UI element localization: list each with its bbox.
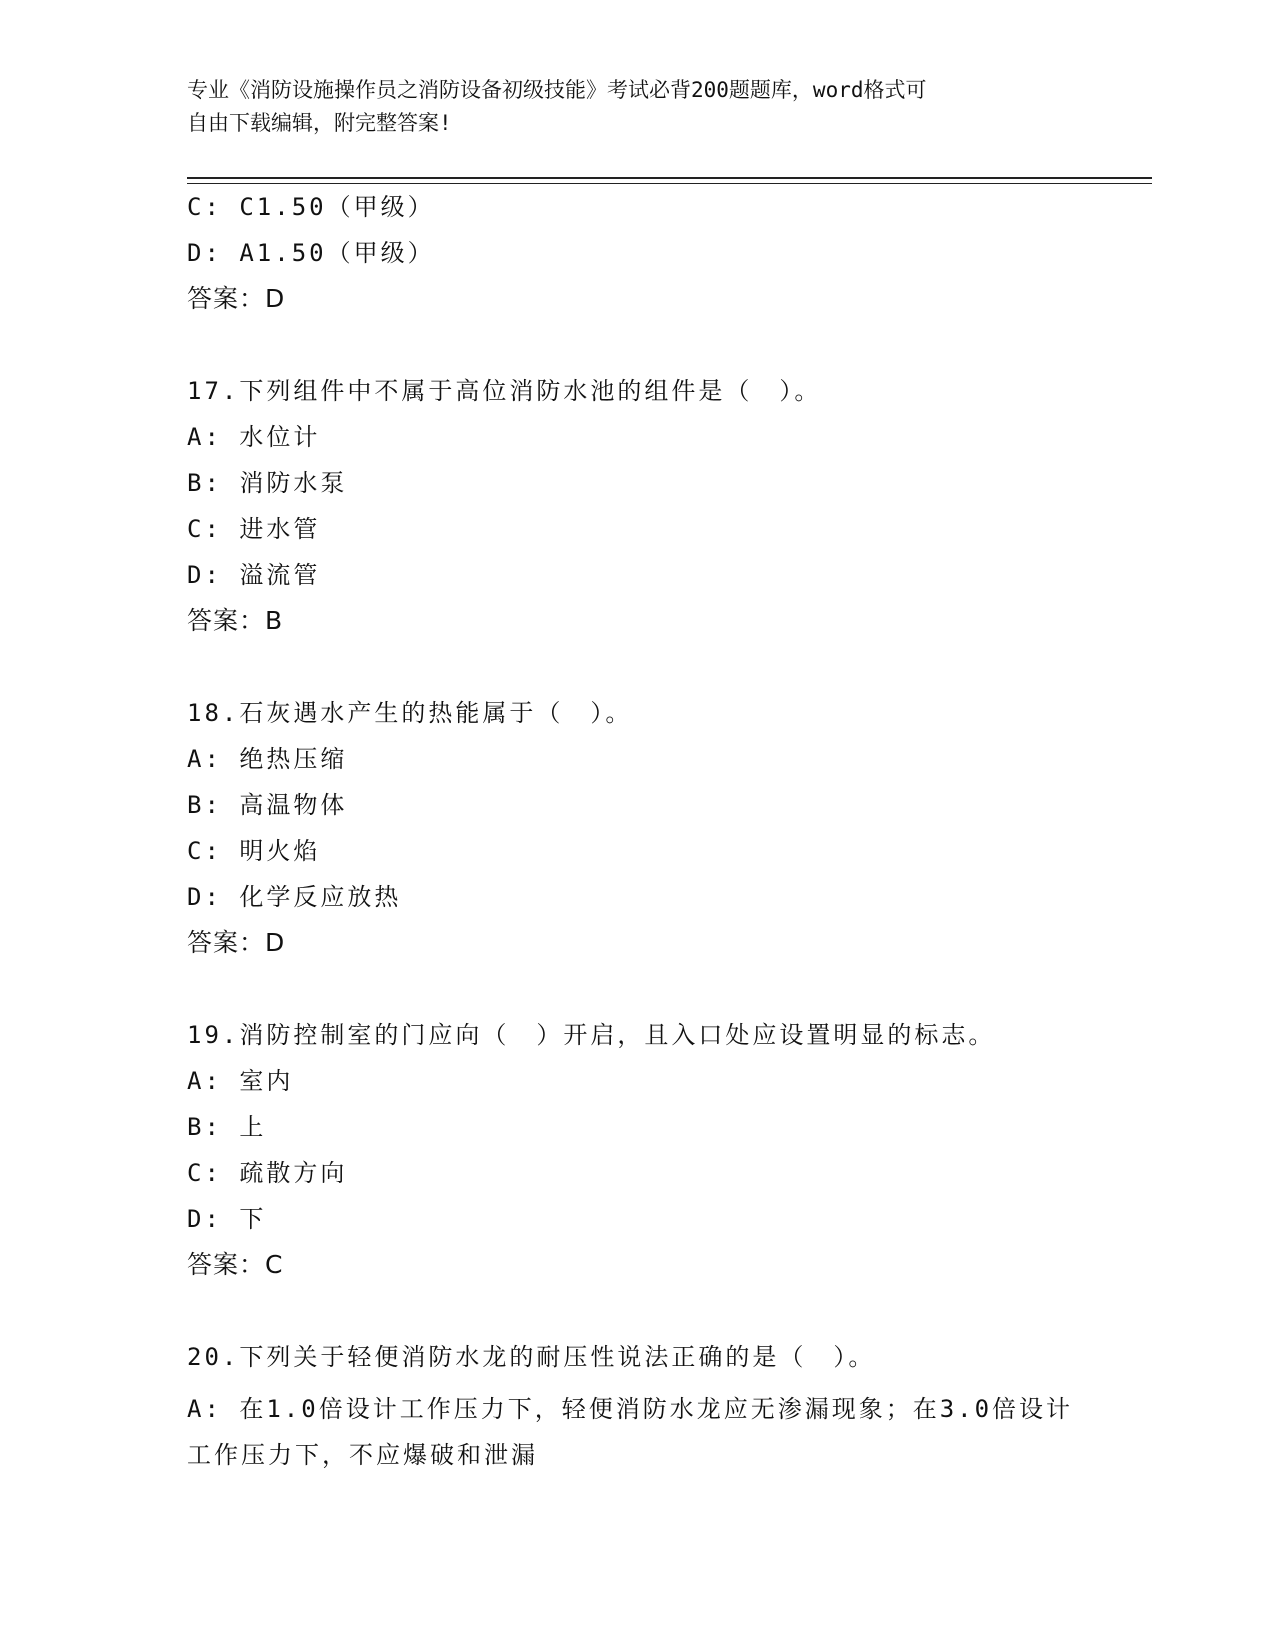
header-line-2: 自由下载编辑，附完整答案! (187, 111, 452, 135)
option-c: C: 疏散方向 (187, 1159, 348, 1187)
option-d: D: 化学反应放热 (187, 883, 402, 911)
option-c: C: 明火焰 (187, 837, 321, 865)
question-stem: 18.石灰遇水产生的热能属于（ ）。 (187, 699, 633, 727)
option-b: B: 高温物体 (187, 791, 348, 819)
question-17 (187, 374, 1147, 650)
option-a: A: 室内 (187, 1067, 294, 1095)
header-line-1: 专业《消防设施操作员之消防设备初级技能》考试必背200题题库，word格式可 (187, 78, 927, 102)
option-d: D: 溢流管 (187, 561, 321, 589)
answer: 答案：D (187, 928, 286, 957)
header-rule-thin (187, 183, 1152, 184)
option-a: A: 在1.0倍设计工作压力下，轻便消防水龙应无渗漏现象；在3.0倍设计工作压力下，不应爆破和泄漏 (187, 1395, 1074, 1469)
question-18 (187, 696, 1147, 972)
option-b: B: 消防水泵 (187, 469, 348, 497)
question-list (187, 190, 1147, 1478)
answer: 答案：C (187, 1250, 284, 1279)
option-d: D: A1.50（甲级） (187, 239, 435, 267)
answer: 答案：D (187, 284, 286, 313)
option-a: A: 水位计 (187, 423, 321, 451)
option-c: C: 进水管 (187, 515, 321, 543)
header-rule-thick (187, 177, 1152, 179)
option-c: C: C1.50（甲级） (187, 193, 435, 221)
question-stem: 19.消防控制室的门应向（ ）开启，且入口处应设置明显的标志。 (187, 1021, 996, 1049)
question-stem: 20.下列关于轻便消防水龙的耐压性说法正确的是（ ）。 (187, 1343, 876, 1371)
question-20 (187, 1340, 1147, 1478)
option-d: D: 下 (187, 1205, 267, 1233)
question-19 (187, 1018, 1147, 1294)
answer: 答案：B (187, 606, 284, 635)
option-b: B: 上 (187, 1113, 267, 1141)
question-16 (187, 190, 1147, 328)
question-stem: 17.下列组件中不属于高位消防水池的组件是（ ）。 (187, 377, 822, 405)
document-header (187, 74, 1087, 140)
option-a: A: 绝热压缩 (187, 745, 348, 773)
